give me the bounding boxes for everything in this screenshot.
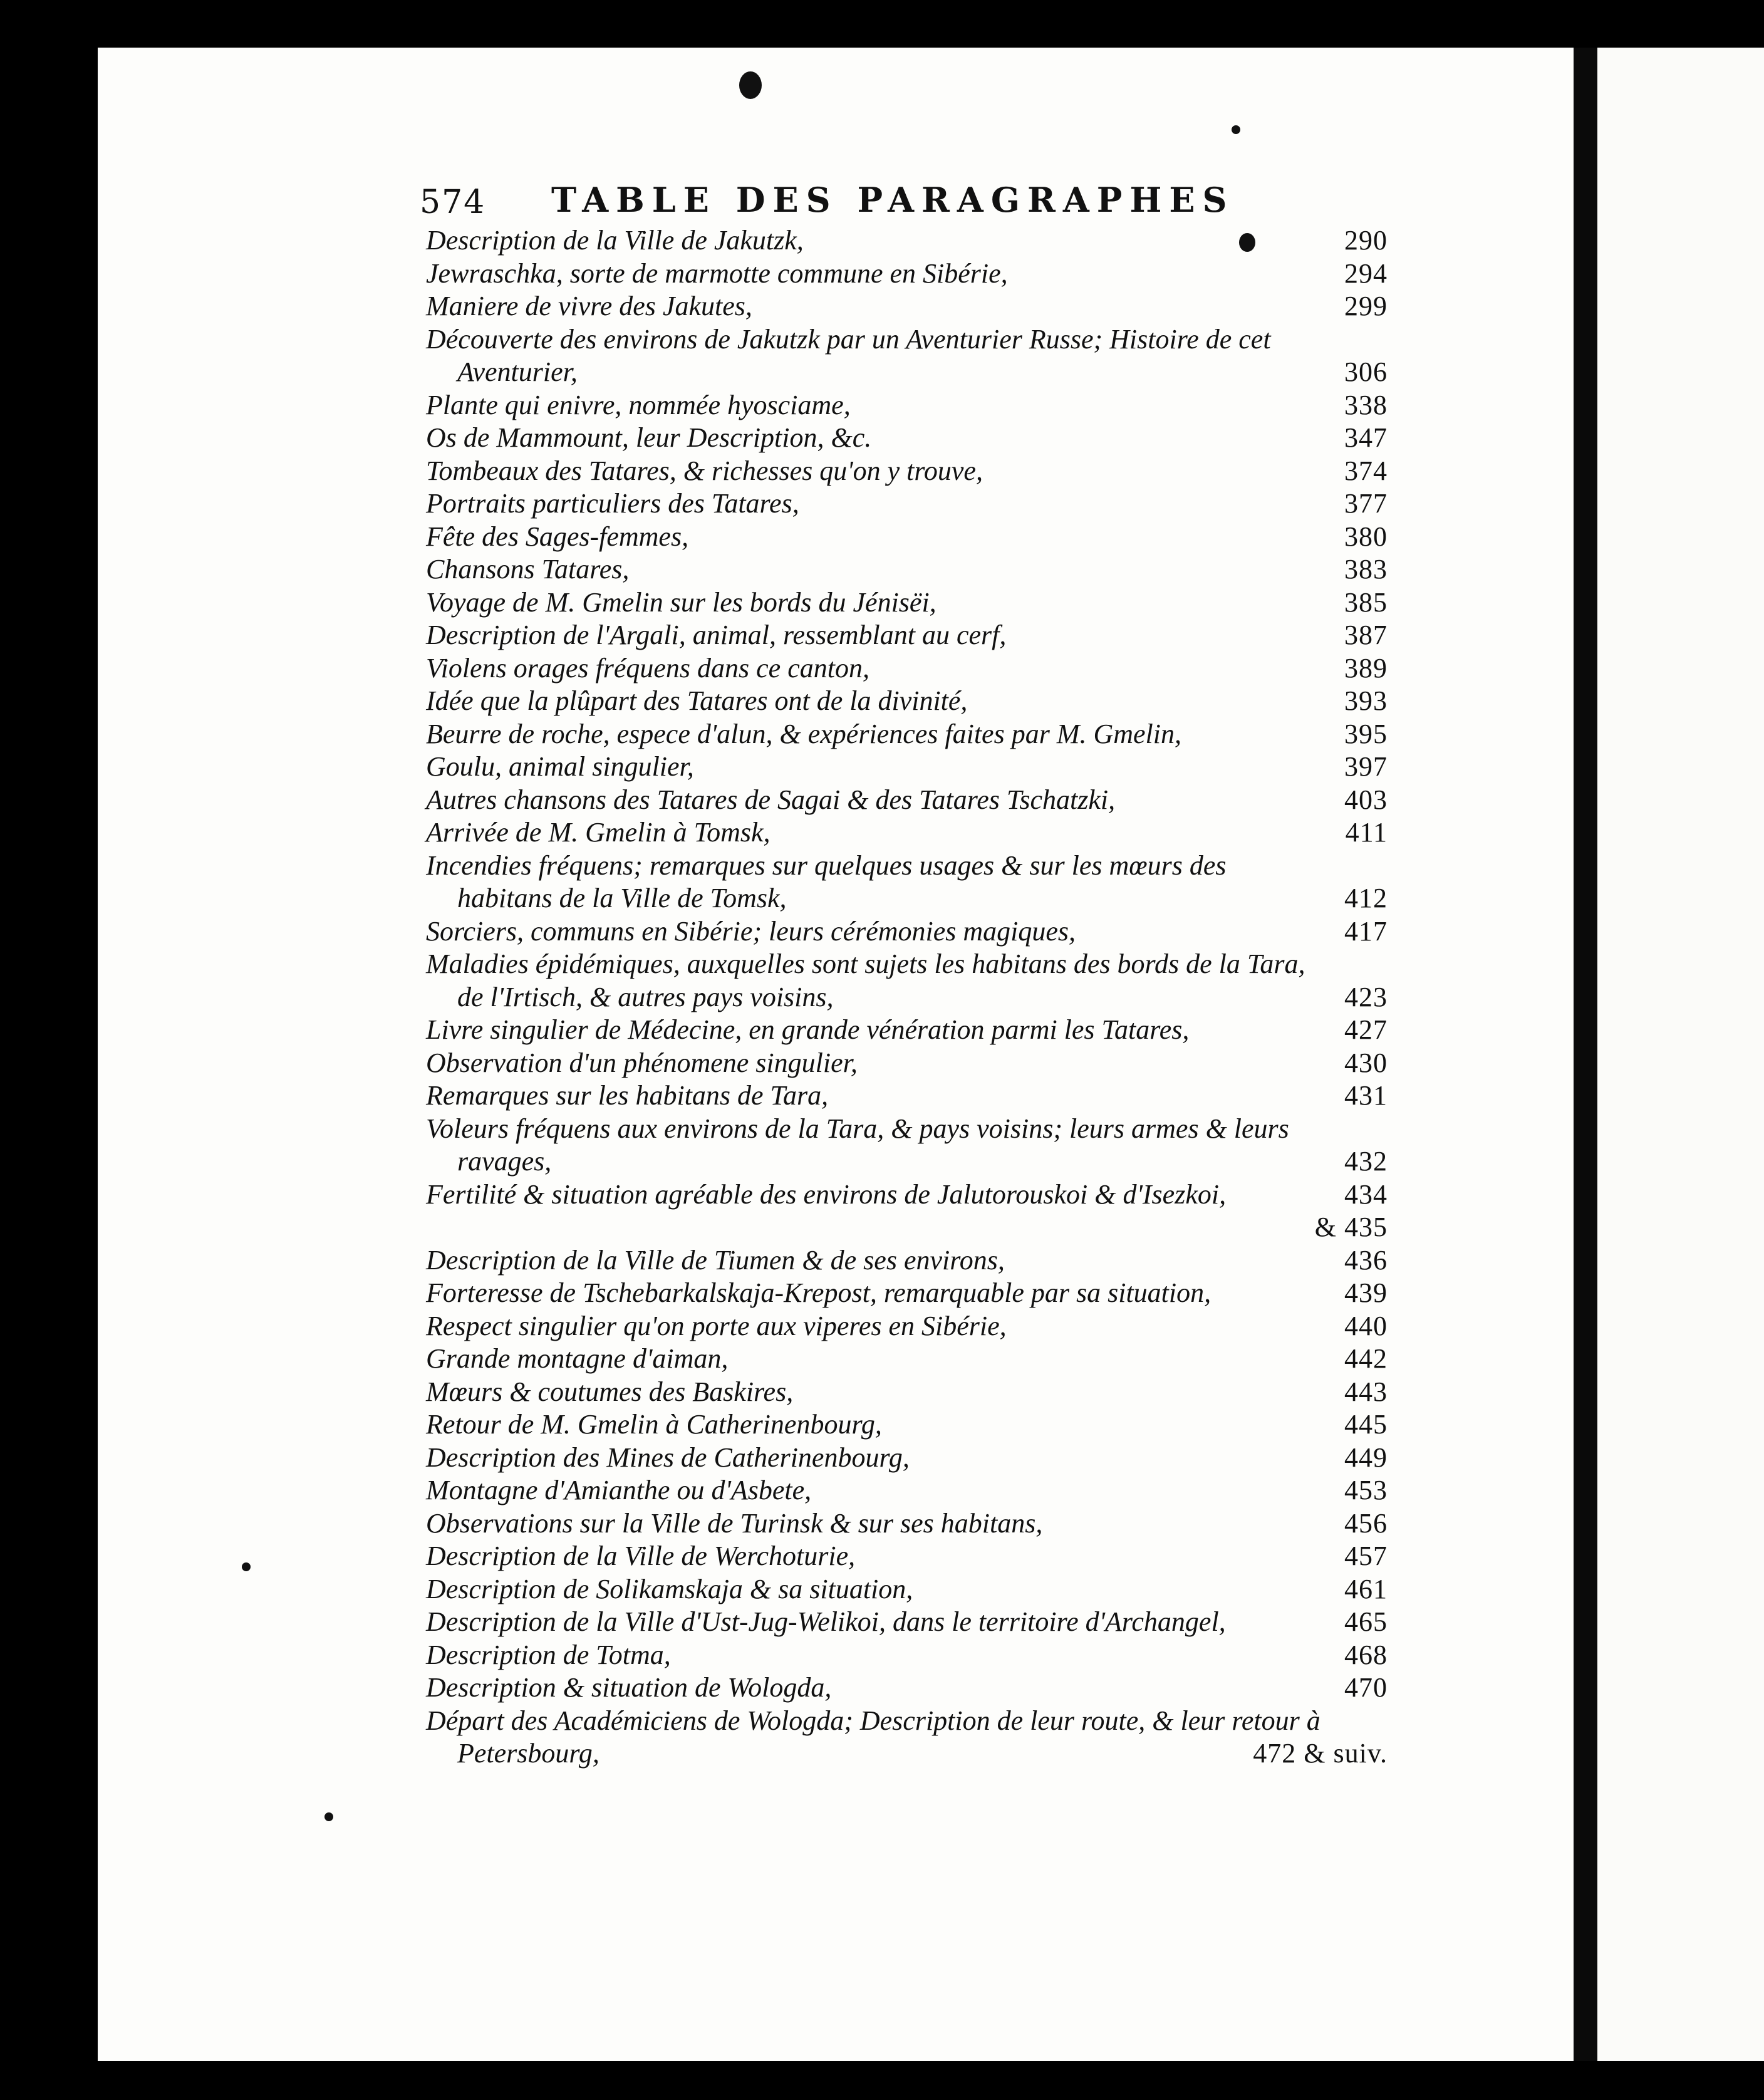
entry-page-number: 465 [1344, 1606, 1388, 1637]
entry-title: Voleurs fréquens aux environs de la Tara, & pays voisins; leurs armes & leurs ravages, [426, 1113, 1289, 1177]
toc-entry [426, 619, 1388, 652]
entry-page-number: 417 [1344, 915, 1388, 947]
entry-title: Sorciers, communs en Sibérie; leurs cérémonies magiques, [426, 915, 1076, 947]
entry-title: Os de Mammount, leur Description, &c. [426, 422, 872, 453]
toc-entry [426, 1211, 1388, 1244]
toc-entry [426, 751, 1388, 784]
entry-title: Description & situation de Wologda, [426, 1672, 832, 1703]
entry-page-number: 299 [1344, 291, 1388, 321]
toc-entry [426, 1079, 1388, 1113]
entry-title: Fête des Sages-femmes, [426, 521, 689, 552]
entry-page-number: 440 [1344, 1310, 1388, 1341]
entry-title: Description des Mines de Catherinenbourg, [426, 1442, 910, 1473]
running-title: TABLE DES PARAGRAPHES [551, 180, 1235, 220]
toc-entry [426, 487, 1388, 521]
facing-page-edge [1597, 48, 1764, 2061]
entry-title: Autres chansons des Tatares de Sagai & des Tatares Tschatzki, [426, 784, 1116, 815]
entry-title: Violens orages fréquens dans ce canton, [426, 652, 869, 684]
entry-page-number: 387 [1344, 620, 1388, 650]
entry-page-number: 411 [1345, 817, 1388, 848]
toc-entry [426, 290, 1388, 323]
entry-page-number: 445 [1344, 1409, 1388, 1440]
toc-entry [426, 718, 1388, 751]
toc-entry [426, 1408, 1388, 1442]
entry-title: Description de la Ville de Werchoturie, [426, 1541, 856, 1571]
entry-page-number: 347 [1344, 422, 1388, 453]
entry-title: Observation d'un phénomene singulier, [426, 1047, 858, 1078]
toc-entry [426, 1705, 1388, 1770]
entry-title: Beurre de roche, espece d'alun, & expériences faites par M. Gmelin, [426, 718, 1182, 749]
entry-title: Fertilité & situation agréable des environs de Jalutorouskoi & d'Isezkoi, [426, 1178, 1227, 1210]
page-number: 574 [420, 184, 486, 221]
toc-entry [426, 685, 1388, 718]
entry-page-number: 306 [1344, 356, 1388, 387]
toc-entry [426, 1113, 1388, 1178]
toc-entry [426, 784, 1388, 817]
entry-page-number: 456 [1344, 1507, 1388, 1539]
ink-speck [1232, 125, 1240, 134]
toc-entry [426, 1244, 1388, 1277]
entry-page-number: 439 [1344, 1277, 1388, 1308]
entry-title: Maniere de vivre des Jakutes, [426, 291, 752, 321]
toc-entry [426, 1540, 1388, 1573]
entry-title: Goulu, animal singulier, [426, 751, 694, 782]
entry-page-number: 383 [1344, 554, 1388, 585]
toc-entry [426, 1310, 1388, 1343]
entry-title: Grande montagne d'aiman, [426, 1343, 729, 1374]
entry-page-number: 374 [1344, 455, 1388, 486]
entry-page-number: 377 [1344, 488, 1388, 519]
entry-page-number: 430 [1344, 1047, 1388, 1078]
toc-entry [426, 1606, 1388, 1639]
entry-title: Tombeaux des Tatares, & richesses qu'on y trouve, [426, 455, 983, 486]
toc-entry [426, 224, 1388, 257]
toc-entry [426, 1343, 1388, 1376]
entry-page-number: 470 [1344, 1672, 1388, 1703]
toc-entry [426, 915, 1388, 949]
entry-title: Jewraschka, sorte de marmotte commune en Sibérie, [426, 257, 1008, 289]
toc-entry [426, 1277, 1388, 1310]
ink-speck [242, 1562, 251, 1571]
toc-entry [426, 948, 1388, 1014]
toc-entry [426, 1047, 1388, 1080]
toc-entry [426, 1671, 1388, 1705]
entry-title: Livre singulier de Médecine, en grande vénération parmi les Tatares, [426, 1014, 1190, 1045]
toc-entry [426, 553, 1388, 586]
ink-speck [324, 1812, 333, 1821]
entry-title: Portraits particuliers des Tatares, [426, 488, 799, 519]
toc-entry [426, 521, 1388, 554]
entry-title: Observations sur la Ville de Turinsk & sur ses habitans, [426, 1507, 1043, 1539]
toc-entry [426, 816, 1388, 850]
entry-page-number: 442 [1344, 1343, 1388, 1374]
entry-title: Retour de M. Gmelin à Catherinenbourg, [426, 1409, 882, 1440]
toc-entry [426, 1442, 1388, 1475]
page-header [420, 179, 1265, 229]
entry-page-number: 434 [1344, 1178, 1388, 1210]
page-gutter-edge [1574, 48, 1597, 2061]
entry-page-number: 338 [1344, 389, 1388, 420]
entry-page-number: 453 [1344, 1475, 1388, 1505]
entry-page-number: 423 [1344, 981, 1388, 1012]
entry-page-number: 457 [1344, 1541, 1388, 1571]
entry-title: Montagne d'Amianthe ou d'Asbete, [426, 1475, 812, 1505]
entry-title: Description de la Ville de Tiumen & de ses environs, [426, 1244, 1005, 1276]
entry-page-number: 431 [1344, 1080, 1388, 1111]
toc-entry [426, 323, 1388, 389]
entry-title: Forteresse de Tschebarkalskaja-Krepost, remarquable par sa situation, [426, 1277, 1211, 1308]
entry-page-number: 380 [1344, 521, 1388, 552]
toc-entry [426, 1507, 1388, 1541]
entry-page-number: 397 [1344, 751, 1388, 782]
entry-page-number: 432 [1344, 1146, 1388, 1177]
entry-page-number: 389 [1344, 652, 1388, 684]
toc-entry [426, 1573, 1388, 1606]
ink-blot [739, 71, 762, 99]
entry-page-number: 294 [1344, 257, 1388, 289]
entry-page-number: 449 [1344, 1442, 1388, 1473]
entry-title: Arrivée de M. Gmelin à Tomsk, [426, 817, 770, 848]
toc-entry [426, 1474, 1388, 1507]
entry-title: Description de Solikamskaja & sa situation, [426, 1573, 913, 1604]
toc-entry [426, 455, 1388, 488]
entry-page-number: 436 [1344, 1244, 1388, 1276]
entry-page-number: 385 [1344, 586, 1388, 618]
toc-entry [426, 586, 1388, 620]
toc-entry [426, 389, 1388, 422]
entry-title: Respect singulier qu'on porte aux viperes en Sibérie, [426, 1310, 1007, 1341]
toc-entry [426, 1178, 1388, 1212]
entry-page-number: 290 [1344, 225, 1388, 256]
entry-page-number: 395 [1344, 718, 1388, 749]
entry-page-number: 472 & suiv. [1253, 1738, 1388, 1769]
entry-title: Incendies fréquens; remarques sur quelques usages & sur les mœurs des habitans de la Ville de Tomsk, [426, 850, 1227, 913]
entry-title: Plante qui enivre, nommée hyosciame, [426, 389, 851, 420]
entry-page-number: & 435 [1314, 1212, 1388, 1242]
toc-entry [426, 1639, 1388, 1672]
entry-title: Découverte des environs de Jakutzk par un Aventurier Russe; Histoire de cet Aventurier, [426, 323, 1271, 387]
entry-title: Description de la Ville d'Ust-Jug-Welikoi, dans le territoire d'Archangel, [426, 1606, 1226, 1637]
entry-title: Remarques sur les habitans de Tara, [426, 1080, 829, 1111]
entry-title: Mœurs & coutumes des Baskires, [426, 1376, 794, 1407]
entry-page-number: 443 [1344, 1376, 1388, 1407]
entry-title: Maladies épidémiques, auxquelles sont sujets les habitans des bords de la Tara, de l'Irtisch, & autres pays voisins, [426, 949, 1305, 1012]
toc-entry [426, 1376, 1388, 1409]
entry-page-number: 412 [1344, 883, 1388, 913]
entry-page-number: 427 [1344, 1014, 1388, 1045]
entry-title: Voyage de M. Gmelin sur les bords du Jénisëi, [426, 586, 936, 618]
entry-title: Description de Totma, [426, 1639, 671, 1670]
entry-title: Chansons Tatares, [426, 554, 630, 585]
entry-page-number: 468 [1344, 1639, 1388, 1670]
toc-entry [426, 652, 1388, 685]
entry-title: Description de la Ville de Jakutzk, [426, 225, 804, 256]
entry-page-number: 461 [1344, 1573, 1388, 1604]
entry-title: Départ des Académiciens de Wologda; Description de leur route, & leur retour à Petersbourg, [426, 1705, 1320, 1769]
table-of-paragraphs [426, 224, 1388, 1770]
entry-page-number: 403 [1344, 784, 1388, 815]
toc-entry [426, 257, 1388, 291]
toc-entry [426, 850, 1388, 915]
entry-title: Description de l'Argali, animal, ressemblant au cerf, [426, 620, 1007, 650]
toc-entry [426, 1014, 1388, 1047]
entry-title: Idée que la plûpart des Tatares ont de la divinité, [426, 685, 968, 716]
toc-entry [426, 422, 1388, 455]
entry-page-number: 393 [1344, 685, 1388, 716]
